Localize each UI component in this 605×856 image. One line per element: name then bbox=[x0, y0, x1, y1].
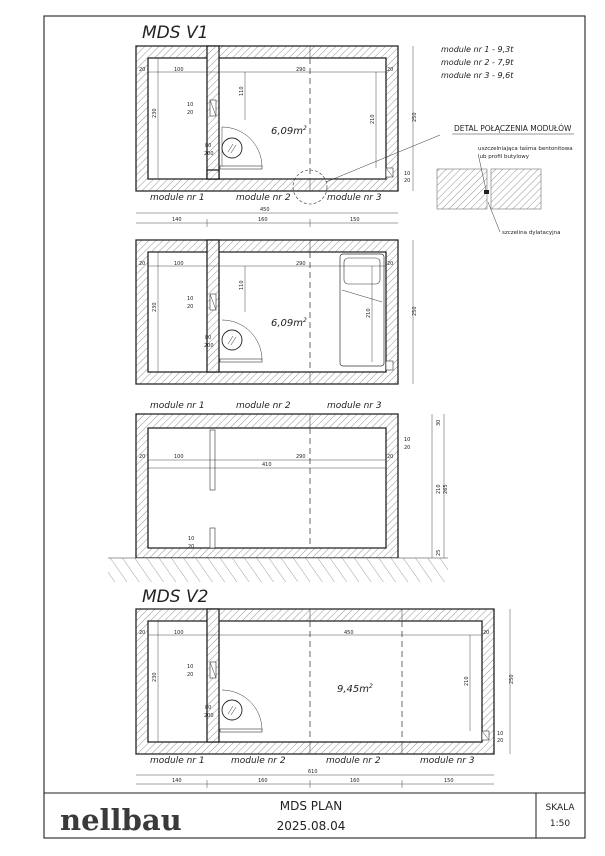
v1-boiler bbox=[222, 138, 242, 158]
v2-dim-top-450: 450 bbox=[344, 630, 354, 636]
v2-module-label-2b: module nr 2 bbox=[326, 756, 381, 766]
v1-dim-total: 450 bbox=[260, 207, 270, 213]
elev-dim-10a: 10 bbox=[404, 437, 411, 443]
v1-module-label-2: module nr 2 bbox=[236, 193, 291, 203]
v1-dim-10a: 10 bbox=[187, 102, 194, 108]
v1-dim-80: 80 bbox=[205, 143, 212, 149]
v2-module-label-2a: module nr 2 bbox=[231, 756, 286, 766]
v1-module-label-3: module nr 3 bbox=[327, 193, 382, 203]
elev-dim-410: 410 bbox=[262, 462, 272, 468]
elevation-view bbox=[108, 401, 449, 582]
v1b-dim-110: 110 bbox=[239, 280, 245, 290]
plan-date: 2025.08.04 bbox=[276, 819, 346, 833]
elev-dim-265: 265 bbox=[443, 484, 449, 494]
v1b-dim-outer-height: 250 bbox=[412, 306, 418, 316]
scale-label: SKALA bbox=[545, 803, 575, 813]
scale-value: 1:50 bbox=[549, 819, 571, 829]
bed bbox=[340, 254, 384, 366]
v1-dim-140: 140 bbox=[172, 217, 182, 223]
v1-dim-20b: 20 bbox=[404, 178, 411, 184]
elev-dim-210: 210 bbox=[436, 484, 442, 494]
title-block bbox=[44, 793, 585, 838]
plan-v1-variant bbox=[136, 240, 418, 384]
detail-seal-label-1: uszczelniająca taśma bentonitowa bbox=[478, 146, 573, 152]
company-logo: nellbau bbox=[60, 803, 182, 837]
module-weight-3: module nr 3 - 9,6t bbox=[441, 71, 514, 80]
v1-dim-top-20b: 20 bbox=[387, 67, 394, 73]
detail-block-right bbox=[491, 169, 541, 209]
elev-dim-20b: 20 bbox=[387, 454, 394, 460]
v1b-dim-inner-height: 230 bbox=[152, 302, 158, 312]
v2-dim-20b: 20 bbox=[497, 738, 504, 744]
elev-module-label-2: module nr 2 bbox=[236, 401, 291, 411]
v1b-area: $6,09m^2$ bbox=[271, 317, 307, 329]
v2-dim-20a: 20 bbox=[187, 672, 194, 678]
elev-dim-10b: 10 bbox=[188, 536, 195, 542]
v2-area: $9,45m^2$ bbox=[337, 683, 373, 695]
detail-seal-label-2: lub profil butylowy bbox=[478, 154, 530, 160]
elev-dim-20a: 20 bbox=[139, 454, 146, 460]
v2-dim-top-20b: 20 bbox=[483, 630, 490, 636]
v2-dim-160b: 160 bbox=[350, 778, 360, 784]
v2-dim-140: 140 bbox=[172, 778, 182, 784]
v1-dim-150: 150 bbox=[350, 217, 360, 223]
v1b-dim-210: 210 bbox=[366, 308, 372, 318]
plan-v1-title: MDS V1 bbox=[142, 23, 209, 43]
detail-gap-label: szczelina dylatacyjna bbox=[502, 230, 561, 236]
detail-title: DETAL POŁĄCZENIA MODUŁÓW bbox=[454, 124, 572, 133]
ground-hatch bbox=[108, 558, 448, 582]
v2-module-label-1: module nr 1 bbox=[150, 756, 205, 766]
v1-dim-top-290: 290 bbox=[296, 67, 306, 73]
v1-partition-lower bbox=[207, 170, 219, 179]
v1-dim-200: 200 bbox=[204, 151, 214, 157]
elev-dim-290: 290 bbox=[296, 454, 306, 460]
plan-v2 bbox=[136, 587, 515, 788]
v1-dim-160: 160 bbox=[258, 217, 268, 223]
v2-dim-top-20a: 20 bbox=[139, 630, 146, 636]
v1-dim-inner-height: 230 bbox=[152, 108, 158, 118]
v1b-dim-10: 10 bbox=[187, 296, 194, 302]
plan-v1 bbox=[136, 23, 574, 236]
module-weight-1: module nr 1 - 9,3t bbox=[441, 45, 514, 54]
v1-dim-110: 110 bbox=[239, 86, 245, 96]
elev-dim-25: 25 bbox=[436, 549, 442, 556]
v1-dim-top-20a: 20 bbox=[139, 67, 146, 73]
v1-dim-top-100: 100 bbox=[174, 67, 184, 73]
v1b-dim-top-20b: 20 bbox=[387, 261, 394, 267]
v1-area: $6,09m^2$ bbox=[271, 125, 307, 137]
elev-dim-100: 100 bbox=[174, 454, 184, 460]
elev-dim-20c: 20 bbox=[404, 445, 411, 451]
v1b-dim-top-20a: 20 bbox=[139, 261, 146, 267]
elev-dim-20d: 20 bbox=[188, 544, 195, 550]
module-weights bbox=[441, 45, 514, 80]
v2-dim-outer-height: 250 bbox=[509, 674, 515, 684]
v1-dim-210: 210 bbox=[370, 114, 376, 124]
v2-dim-total: 610 bbox=[308, 769, 318, 775]
elev-module-label-1: module nr 1 bbox=[150, 401, 205, 411]
v1-dim-10b: 10 bbox=[404, 171, 411, 177]
v1b-dim-80: 80 bbox=[205, 335, 212, 341]
v2-dim-200: 200 bbox=[204, 713, 214, 719]
v2-dim-10a: 10 bbox=[187, 664, 194, 670]
elev-module-label-3: module nr 3 bbox=[327, 401, 382, 411]
detail-block-left bbox=[437, 169, 487, 209]
elev-dim-30: 30 bbox=[436, 419, 442, 426]
v1b-dim-20: 20 bbox=[187, 304, 194, 310]
plan-v2-title: MDS V2 bbox=[142, 587, 209, 607]
module-weight-2: module nr 2 - 7,9t bbox=[441, 58, 514, 67]
v2-dim-10b: 10 bbox=[497, 731, 504, 737]
v2-dim-210: 210 bbox=[464, 676, 470, 686]
v1b-dim-200: 200 bbox=[204, 343, 214, 349]
v2-dim-inner-height: 230 bbox=[152, 672, 158, 682]
v2-dim-top-100: 100 bbox=[174, 630, 184, 636]
v1b-dim-top-290: 290 bbox=[296, 261, 306, 267]
v1-dim-20a: 20 bbox=[187, 110, 194, 116]
v2-dim-150: 150 bbox=[444, 778, 454, 784]
plan-title: MDS PLAN bbox=[279, 799, 343, 813]
v2-module-label-3: module nr 3 bbox=[420, 756, 475, 766]
v2-dim-160a: 160 bbox=[258, 778, 268, 784]
v1-dim-outer-height: 250 bbox=[412, 112, 418, 122]
v1-module-label-1: module nr 1 bbox=[150, 193, 205, 203]
v1b-dim-top-100: 100 bbox=[174, 261, 184, 267]
v2-dim-80: 80 bbox=[205, 705, 212, 711]
